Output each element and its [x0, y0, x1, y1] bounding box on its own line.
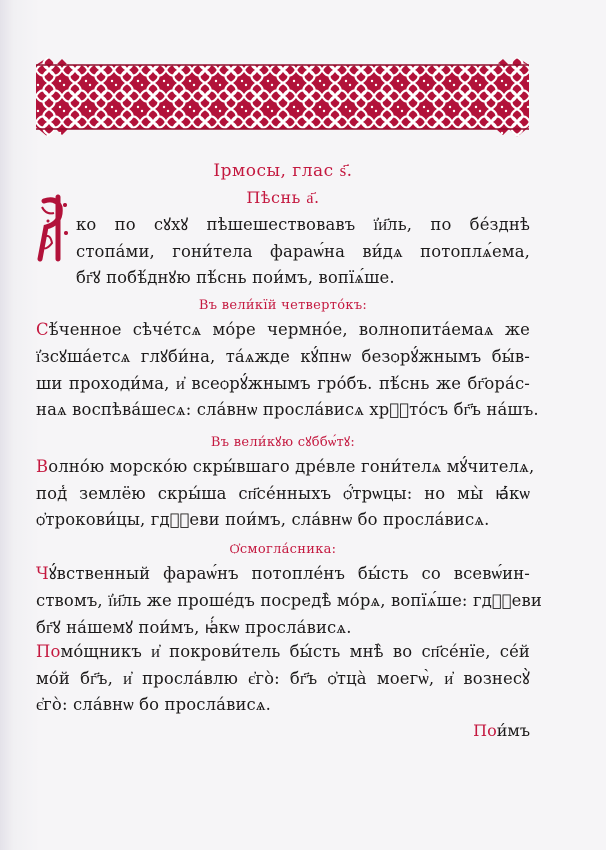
thursday-line-4: наѧ воспѣва́шесѧ: сла́внѡ просла́висѧ хрⷭ҇то́съ бг҃ъ на́шъ.	[36, 400, 539, 419]
octoechos-line-2: ствомъ, ї҆и҃ль же проше́дъ посредѣ̀ мо́рѧ, вопїѧ́ше: гдⷭ҇еви	[36, 591, 542, 610]
thursday-line-1: Сѣ́ченное сѣче́тсѧ мо́ре чермно́е, волнопита́емаѧ же	[36, 320, 530, 339]
octoechos-line-3: бг҃ꙋ на́шемꙋ пои́мъ, ꙗ҆́кѡ просла́висѧ.	[36, 618, 352, 637]
rubric-octoechos: Ѻ҆смогла́сника:	[229, 542, 337, 557]
thursday-line-2: ї҆зсꙋша́етсѧ глꙋби́на, та́ѧжде кꙋ́пнѡ безѻрꙋ́жнымъ бы́в-	[36, 347, 530, 366]
initial-letter: Ч	[36, 564, 49, 583]
saturday-line-3: ѻ҆трокови́цы, гдⷭ҇еви пои́мъ, сла́внѡ бо просла́висѧ.	[36, 510, 490, 529]
initial-letter: С	[36, 320, 49, 339]
helper-line-3: є҆го̀: сла́внѡ бо просла́висѧ.	[36, 695, 272, 714]
irmos-line-1: ко по сꙋхꙋ пѣшешествовавъ ї҆и҃ль, по бе́зднѣ	[76, 215, 530, 234]
song-heading: Пѣснь а҃.	[246, 188, 320, 207]
irmos-line-3: бг҃ꙋ побѣ́днꙋю пѣ́снь пои́мъ, вопїѧ́ше.	[76, 268, 395, 287]
rubric-great-saturday: Въ вели́кꙋю сꙋббѡ́тꙋ:	[210, 435, 356, 450]
helper-line-2: мо́й бг҃ъ, и҆ просла́влю є҆го̀: бг҃ъ ѻ҆тца̀ моегѡ̀, и҆ вознесꙋ̀	[36, 669, 530, 688]
page-title: Ірмосы, глас ѕ҃.	[213, 161, 353, 181]
helper-line-1: Помо́щникъ и҆ покрови́тель бы́сть мнѣ̀ во сп҃се́нїе, се́й	[36, 642, 530, 661]
catchword-poim: Пои́мъ	[473, 721, 530, 740]
drop-cap-ornate-ya	[36, 193, 72, 263]
irmos-line-2: стопа́ми, гони́тела фараѡ́на ви́дѧ потоплѧ́ема,	[76, 242, 530, 261]
octoechos-line-1: Чꙋ́вственный фараѡ́нъ потопле́нъ бы́сть со всевѡ́ин-	[36, 564, 530, 583]
saturday-line-1: Волно́ю морско́ю скры́вшаго дре́вле гони́телѧ мꙋ́чителѧ,	[36, 457, 535, 476]
interlace-ornament-banner	[36, 57, 529, 137]
rubric-great-thursday: Въ вели́кїй четверто́къ:	[198, 298, 368, 313]
saturday-line-2: под̾ землёю скры́ша сп҃се́нныхъ ѻ҆́трѡцы: но мы̀ ꙗ҆́кѡ	[36, 484, 530, 503]
thursday-line-3: ши проходи́ма, и҆ всеѻрꙋ́жнымъ гро́бъ. пѣ́снь же бг҃ора́с-	[36, 374, 530, 393]
initial-letter: В	[36, 457, 49, 476]
initial-letter: По	[36, 642, 61, 661]
